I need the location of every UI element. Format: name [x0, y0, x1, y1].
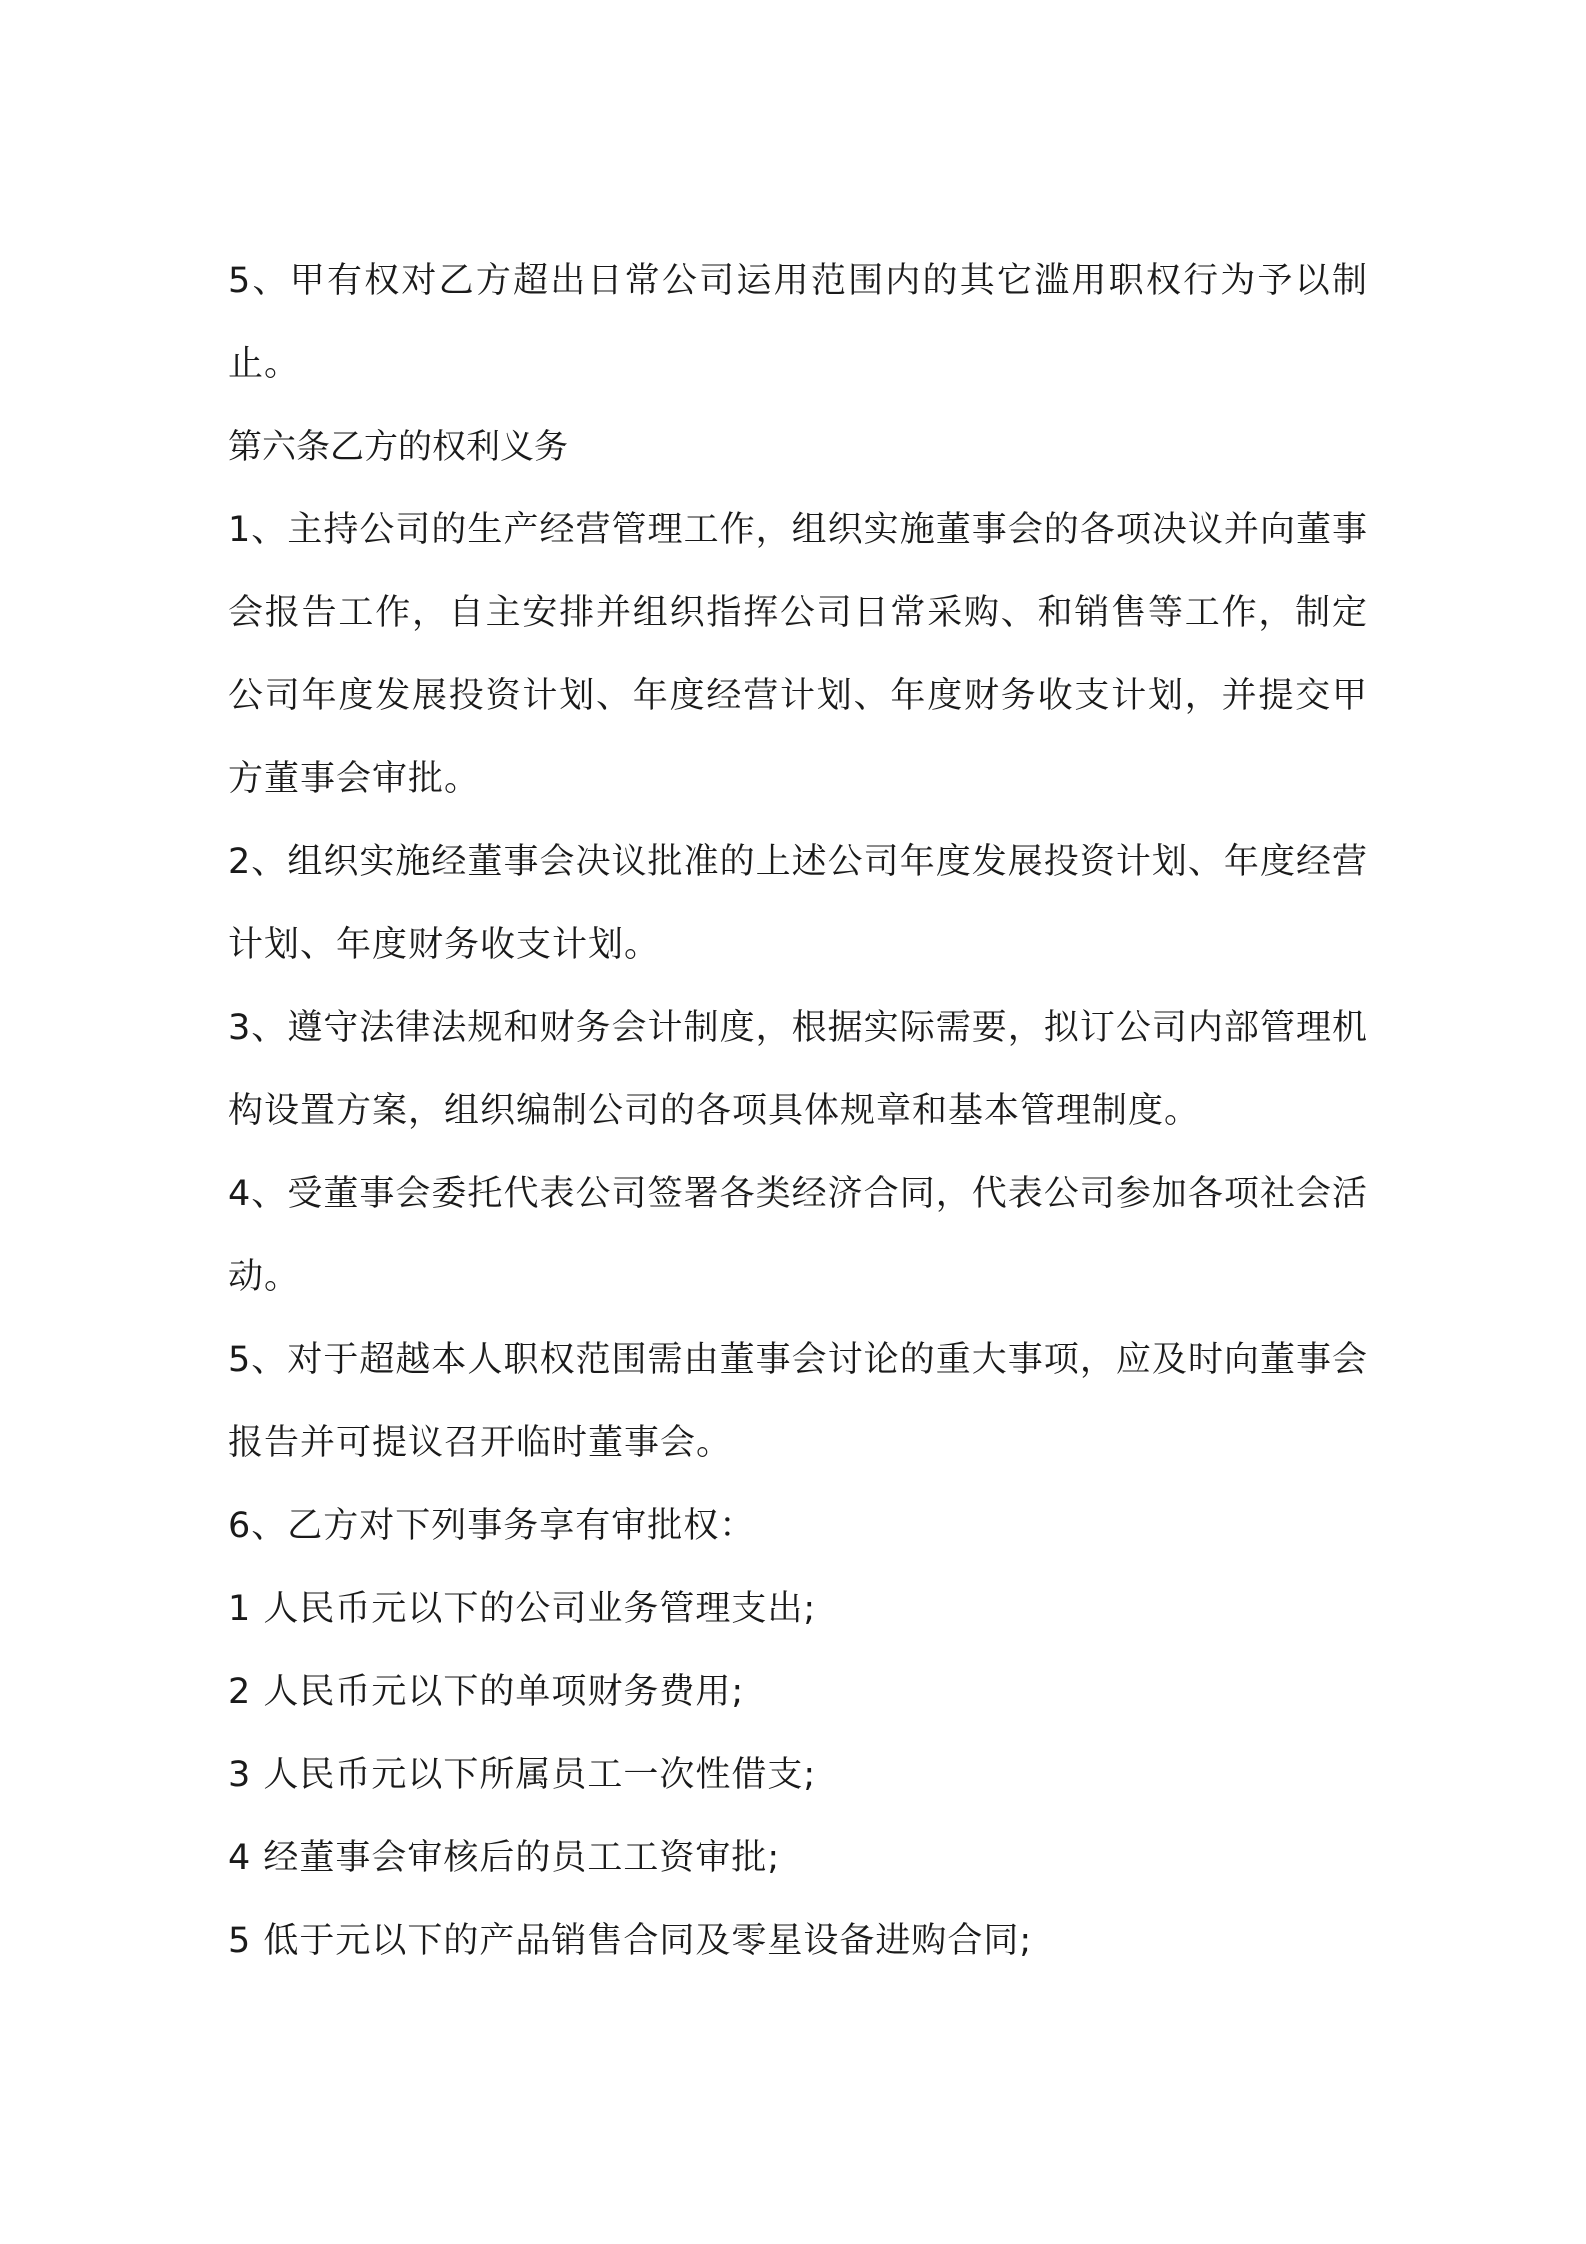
- obligation-1-paragraph: 1、主持公司的生产经营管理工作，组织实施董事会的各项决议并向董事会报告工作，自主安排并组织指挥公司日常采购、和销售等工作，制定公司年度发展投资计划、年度经营计划、年度财务收支计划，并提交甲方董事会审批。: [228, 510, 1368, 799]
- obligation-5-paragraph: 5、对于超越本人职权范围需由董事会讨论的重大事项，应及时向董事会报告并可提议召开临时董事会。: [228, 1340, 1368, 1463]
- approval-item-5: 5 低于元以下的产品销售合同及零星设备进购合同;: [228, 1921, 1033, 1961]
- approval-item-1: 1 人民币元以下的公司业务管理支出;: [228, 1589, 817, 1629]
- clause-5-paragraph: 5、甲有权对乙方超出日常公司运用范围内的其它滥用职权行为予以制止。: [228, 261, 1368, 384]
- obligation-4-paragraph: 4、受董事会委托代表公司签署各类经济合同，代表公司参加各项社会活动。: [228, 1174, 1368, 1297]
- obligation-3-paragraph: 3、遵守法律法规和财务会计制度，根据实际需要，拟订公司内部管理机构设置方案，组织编制公司的各项具体规章和基本管理制度。: [228, 1008, 1368, 1131]
- approval-item-2: 2 人民币元以下的单项财务费用;: [228, 1672, 745, 1712]
- document-body: [228, 240, 1368, 1983]
- obligation-6-paragraph: 6、乙方对下列事务享有审批权：: [228, 1506, 756, 1546]
- section-heading-article-6: 第六条乙方的权利义务: [228, 427, 568, 467]
- obligation-2-paragraph: 2、组织实施经董事会决议批准的上述公司年度发展投资计划、年度经营计划、年度财务收支计划。: [228, 842, 1368, 965]
- approval-item-3: 3 人民币元以下所属员工一次性借支;: [228, 1755, 817, 1795]
- approval-item-4: 4 经董事会审核后的员工工资审批;: [228, 1838, 781, 1878]
